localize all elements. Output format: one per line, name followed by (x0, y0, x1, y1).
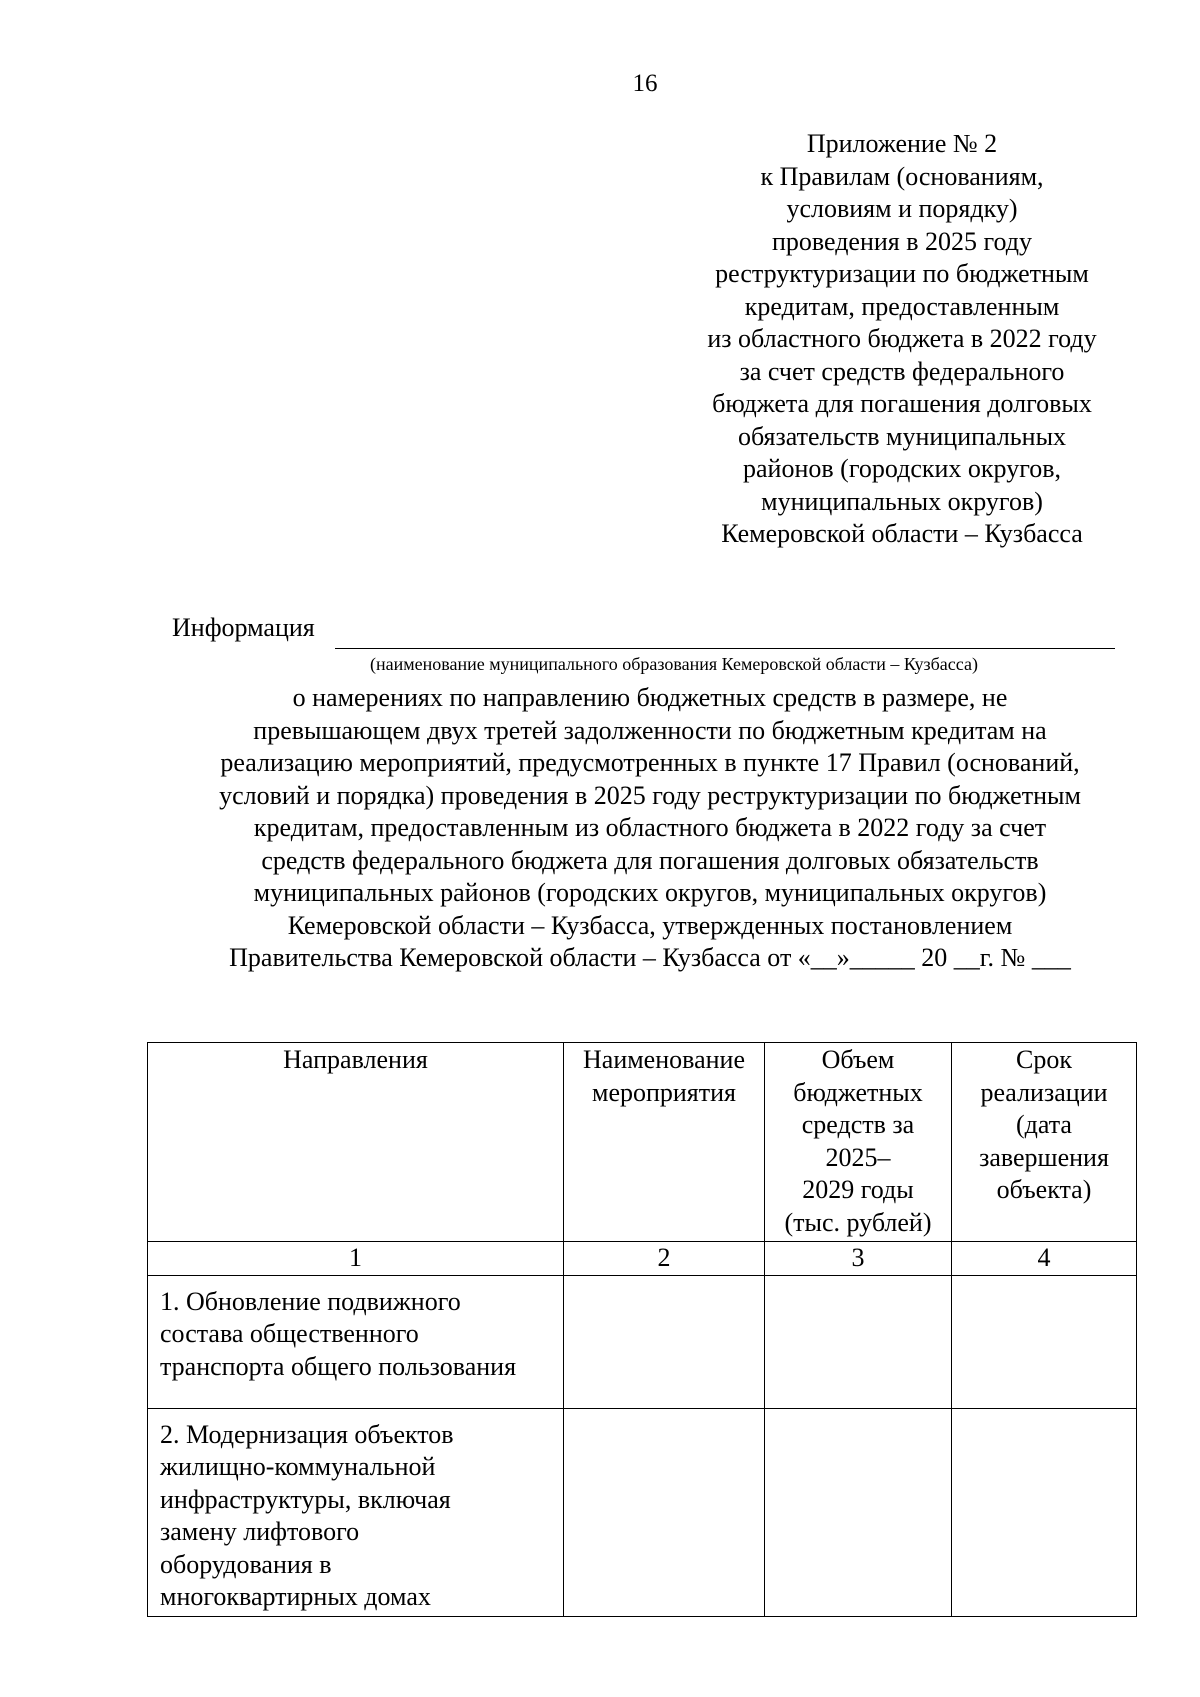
header-deadline (952, 1043, 1137, 1242)
appendix-line: проведения в 2025 году (771, 226, 1033, 256)
budget-volume-cell[interactable] (765, 1275, 952, 1408)
info-label: Информация (172, 613, 315, 642)
header-text: (тыс. рублей) (784, 1207, 932, 1237)
header-text: завершения (979, 1142, 1109, 1172)
header-text: средств за (801, 1110, 915, 1139)
municipality-name-blank (335, 648, 1115, 649)
info-text-line: реализацию мероприятий, предусмотренных в пункте 17 Правил (оснований, (220, 748, 1080, 777)
direction-text: 1. Обновление подвижного (160, 1286, 461, 1316)
appendix-line: из областного бюджета в 2022 году (707, 324, 1097, 353)
direction-cell (148, 1408, 564, 1616)
page-number: 16 (632, 70, 658, 97)
column-number-row (148, 1242, 1137, 1276)
directions-table (147, 1042, 1137, 1617)
header-text: Наименование (583, 1045, 745, 1074)
info-text-line: о намерениях по направлению бюджетных средств в размере, не (292, 683, 1008, 712)
header-directions (148, 1043, 564, 1242)
header-text: бюджетных (793, 1077, 923, 1107)
event-name-cell[interactable] (564, 1275, 765, 1408)
table-header-row (148, 1043, 1137, 1242)
header-text: Срок (1016, 1045, 1072, 1074)
header-budget-volume (765, 1043, 952, 1242)
direction-text: 2. Модернизация объектов (160, 1419, 454, 1449)
table-row (148, 1275, 1137, 1408)
table-row (148, 1408, 1137, 1616)
column-number: 3 (765, 1242, 952, 1276)
header-text: реализации (980, 1077, 1108, 1107)
appendix-line: Кемеровской области – Кузбасса (721, 519, 1083, 548)
info-text-line: муниципальных районов (городских округов, муниципальных округов) (253, 878, 1047, 907)
direction-text: состава общественного (160, 1319, 419, 1348)
info-text-line: условий и порядка) проведения в 2025 году реструктуризации по бюджетным (219, 780, 1081, 810)
appendix-header (662, 128, 1142, 551)
header-text: Объем (821, 1045, 895, 1074)
appendix-line: районов (городских округов, (743, 454, 1061, 483)
appendix-line: условиям и порядку) (786, 194, 1018, 223)
direction-text: инфраструктуры, включая (160, 1484, 451, 1514)
header-text: Направления (283, 1045, 428, 1074)
direction-text: замену лифтового (160, 1517, 360, 1546)
header-text: 2029 годы (802, 1175, 914, 1204)
appendix-line: бюджета для погашения долговых (712, 389, 1092, 418)
column-number: 1 (148, 1242, 564, 1276)
info-text-line: кредитам, предоставленным из областного бюджета в 2022 году за счет (253, 813, 1047, 842)
direction-text: многоквартирных домах (160, 1582, 431, 1611)
appendix-line: кредитам, предоставленным (744, 291, 1060, 321)
header-text: мероприятия (591, 1077, 736, 1107)
info-text-line: средств федерального бюджета для погашения долговых обязательств (261, 845, 1039, 875)
budget-volume-cell[interactable] (765, 1408, 952, 1616)
info-text-line: Правительства Кемеровской области – Кузбасса от «__»_____ 20 __г. № ___ (229, 943, 1071, 972)
header-text: объекта) (996, 1175, 1092, 1204)
info-text (150, 682, 1150, 975)
appendix-line: Приложение № 2 (806, 129, 998, 158)
appendix-line: реструктуризации по бюджетным (715, 259, 1089, 288)
municipality-caption: (наименование муниципального образования Кемеровской области – Кузбасса) (370, 654, 978, 674)
direction-text: транспорта общего пользования (160, 1351, 517, 1381)
appendix-line: к Правилам (основаниям, (760, 161, 1044, 191)
column-number: 2 (564, 1242, 765, 1276)
deadline-cell[interactable] (952, 1408, 1137, 1616)
event-name-cell[interactable] (564, 1408, 765, 1616)
appendix-line: обязательств муниципальных (737, 421, 1067, 451)
direction-text: жилищно-коммунальной (160, 1452, 436, 1481)
header-event-name (564, 1043, 765, 1242)
header-text: (дата (1016, 1110, 1072, 1139)
appendix-line: за счет средств федерального (739, 356, 1065, 386)
appendix-line: муниципальных округов) (761, 486, 1043, 516)
deadline-cell[interactable] (952, 1275, 1137, 1408)
column-number: 4 (952, 1242, 1137, 1276)
direction-cell (148, 1275, 564, 1408)
info-text-line: превышающем двух третей задолженности по бюджетным кредитам на (253, 715, 1047, 745)
header-text: 2025– (825, 1142, 891, 1172)
info-text-line: Кемеровской области – Кузбасса, утвержденных постановлением (287, 910, 1013, 940)
direction-text: оборудования в (160, 1549, 332, 1579)
